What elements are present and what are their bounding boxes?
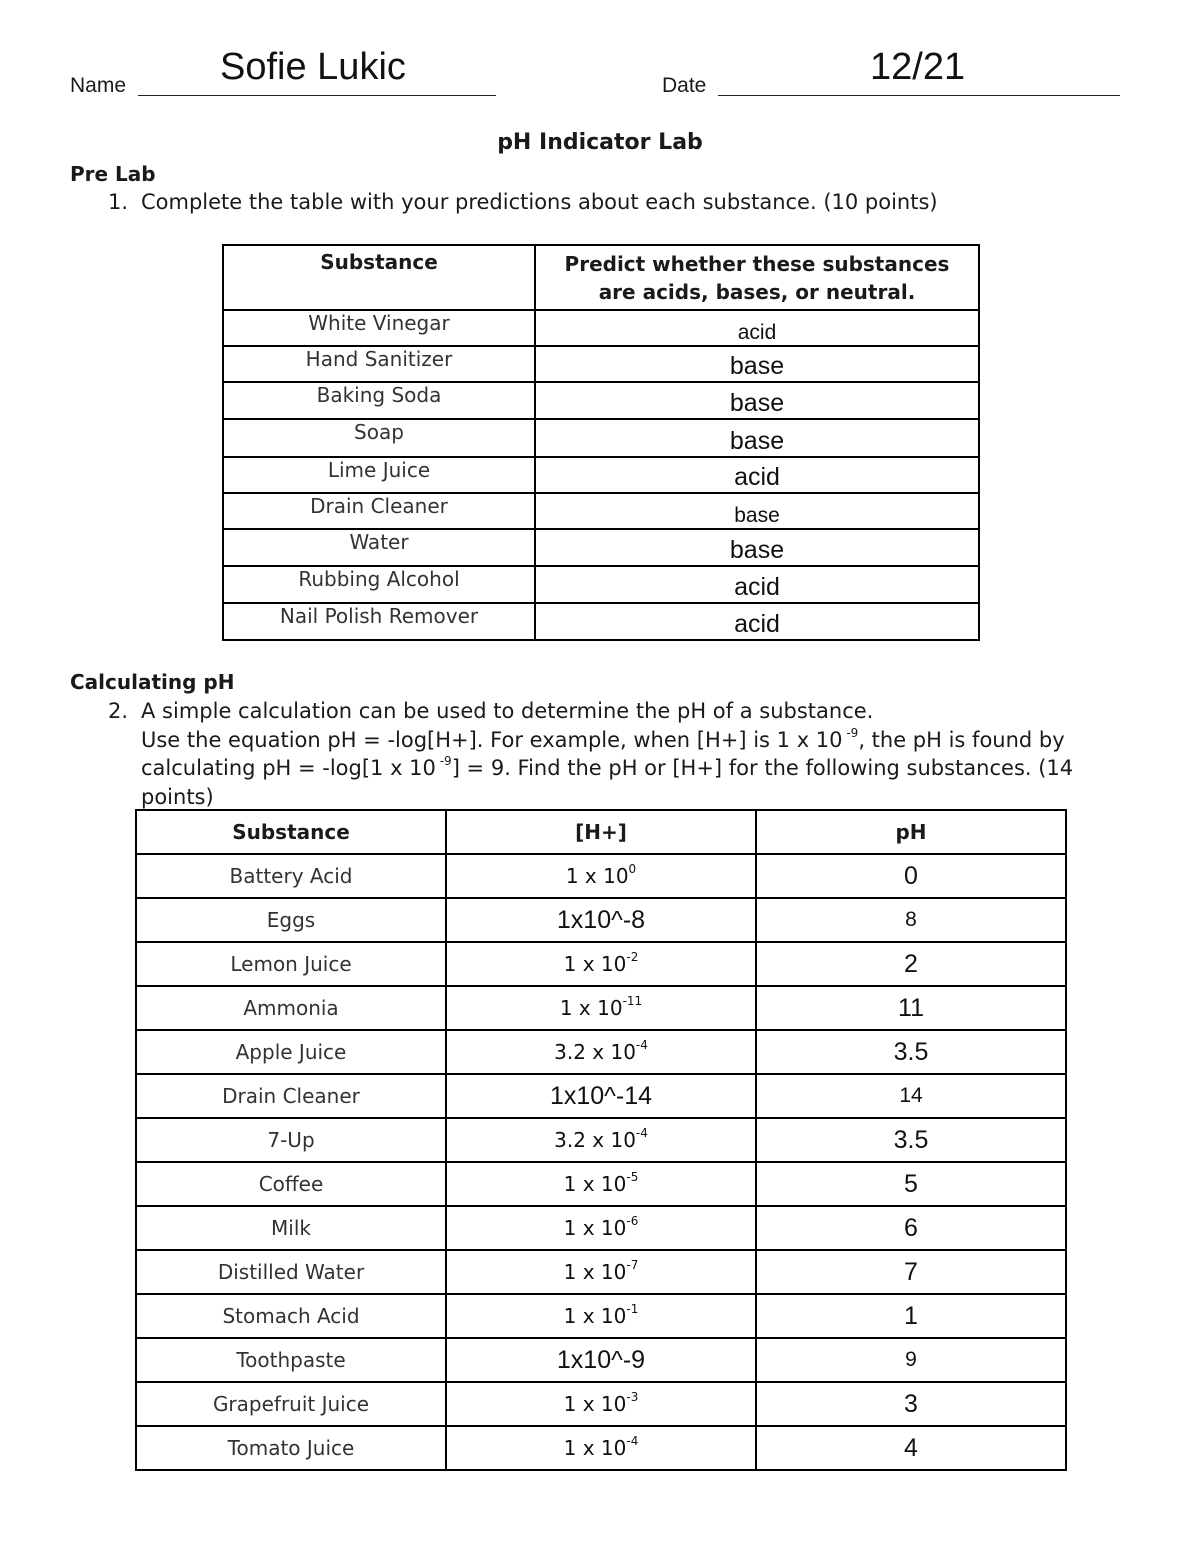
h-base: 3.2 x 10 — [554, 1128, 636, 1152]
h-exponent: -4 — [626, 1434, 639, 1449]
substance-cell: Baking Soda — [223, 382, 535, 419]
h-exponent: -7 — [626, 1258, 639, 1273]
h-concentration-cell[interactable]: 1x10^-14 — [446, 1074, 756, 1118]
h-concentration-cell — [446, 942, 756, 986]
h-base: 3.2 x 10 — [554, 1040, 636, 1064]
calc-instructions — [141, 697, 1141, 811]
substance-cell: Toothpaste — [136, 1338, 446, 1382]
ph-cell[interactable]: 3.5 — [756, 1118, 1066, 1162]
prelab-question: Complete the table with your predictions about each substance. (10 points) — [141, 190, 938, 214]
col-substance-header: Substance — [223, 245, 535, 310]
substance-cell: Tomato Juice — [136, 1426, 446, 1470]
substance-cell: White Vinegar — [223, 310, 535, 346]
calc-line-1: A simple calculation can be used to determine the pH of a substance. — [141, 699, 874, 723]
h-exponent: -6 — [626, 1214, 639, 1229]
h-concentration-cell[interactable]: 1x10^-9 — [446, 1338, 756, 1382]
prediction-cell[interactable]: acid — [535, 457, 979, 493]
substance-cell: Drain Cleaner — [223, 493, 535, 529]
ph-cell[interactable]: 1 — [756, 1294, 1066, 1338]
ph-cell[interactable]: 5 — [756, 1162, 1066, 1206]
ph-cell[interactable]: 14 — [756, 1074, 1066, 1118]
substance-cell: Water — [223, 529, 535, 566]
col-ph-header: pH — [756, 810, 1066, 854]
calc-q-number: 2. — [108, 699, 129, 723]
table-row — [136, 1030, 1066, 1074]
h-exponent: -4 — [635, 1126, 648, 1141]
name-line — [138, 95, 496, 96]
h-exponent: -3 — [626, 1390, 639, 1405]
ph-cell[interactable]: 4 — [756, 1426, 1066, 1470]
table-row — [136, 854, 1066, 898]
prediction-cell[interactable]: acid — [535, 566, 979, 603]
h-base: 1 x 10 — [563, 1216, 627, 1240]
table-row — [223, 382, 979, 419]
substance-cell: Distilled Water — [136, 1250, 446, 1294]
table-row — [136, 1426, 1066, 1470]
h-concentration-cell — [446, 1426, 756, 1470]
ph-cell[interactable]: 7 — [756, 1250, 1066, 1294]
h-concentration-cell — [446, 1250, 756, 1294]
calc-heading: Calculating pH — [70, 670, 235, 694]
prelab-q-number: 1. — [108, 190, 129, 214]
ph-cell[interactable]: 6 — [756, 1206, 1066, 1250]
h-concentration-cell — [446, 1118, 756, 1162]
table-row — [223, 457, 979, 493]
substance-cell: Soap — [223, 419, 535, 457]
substance-cell: 7-Up — [136, 1118, 446, 1162]
table-row — [136, 986, 1066, 1030]
h-base: 1 x 10 — [563, 952, 627, 976]
prediction-cell[interactable]: base — [535, 529, 979, 566]
substance-cell: Apple Juice — [136, 1030, 446, 1074]
substance-cell: Hand Sanitizer — [223, 346, 535, 382]
table-row — [136, 1206, 1066, 1250]
substance-cell: Ammonia — [136, 986, 446, 1030]
ph-cell[interactable]: 3.5 — [756, 1030, 1066, 1074]
col-prediction-header: Predict whether these substances are acids, bases, or neutral. — [535, 245, 979, 310]
h-exponent: -2 — [626, 950, 639, 965]
date-value[interactable]: 12/21 — [870, 46, 966, 88]
substance-cell: Eggs — [136, 898, 446, 942]
substance-cell: Coffee — [136, 1162, 446, 1206]
h-base: 1 x 10 — [563, 1392, 627, 1416]
table-row — [136, 1250, 1066, 1294]
ph-cell[interactable]: 2 — [756, 942, 1066, 986]
h-exponent: -1 — [626, 1302, 639, 1317]
prediction-cell[interactable]: acid — [535, 310, 979, 346]
table-row — [223, 566, 979, 603]
h-concentration-cell — [446, 1162, 756, 1206]
ph-cell[interactable]: 9 — [756, 1338, 1066, 1382]
prediction-table — [222, 244, 980, 641]
table-row — [136, 1382, 1066, 1426]
h-base: 1 x 10 — [563, 1304, 627, 1328]
prediction-cell[interactable]: acid — [535, 603, 979, 640]
h-exponent: -4 — [635, 1038, 648, 1053]
h-exponent: 0 — [628, 862, 637, 877]
h-base: 1 x 10 — [565, 864, 629, 888]
date-line — [718, 95, 1120, 96]
calc-line-3: calculating pH = -log[1 x 10 $^{-9}$] = 9. Find the pH or [H+] for the following substances. (14 points) — [141, 754, 1074, 809]
calc-line-2: Use the equation pH = -log[H+]. For example, when [H+] is 1 x 10 $^{-9}$, the pH is found by — [141, 725, 1065, 752]
substance-cell: Nail Polish Remover — [223, 603, 535, 640]
h-concentration-cell — [446, 986, 756, 1030]
h-base: 1 x 10 — [563, 1172, 627, 1196]
table-row — [136, 942, 1066, 986]
substance-cell: Stomach Acid — [136, 1294, 446, 1338]
h-base: 1 x 10 — [559, 996, 623, 1020]
ph-cell[interactable]: 11 — [756, 986, 1066, 1030]
substance-cell: Battery Acid — [136, 854, 446, 898]
table-row — [223, 529, 979, 566]
substance-cell: Milk — [136, 1206, 446, 1250]
substance-cell: Rubbing Alcohol — [223, 566, 535, 603]
prediction-cell[interactable]: base — [535, 493, 979, 529]
ph-cell[interactable]: 3 — [756, 1382, 1066, 1426]
substance-cell: Drain Cleaner — [136, 1074, 446, 1118]
prediction-cell[interactable]: base — [535, 419, 979, 457]
table-row — [223, 346, 979, 382]
table-row — [223, 310, 979, 346]
prelab-heading: Pre Lab — [70, 162, 156, 186]
name-value[interactable]: Sofie Lukic — [220, 46, 406, 88]
table-row — [136, 1162, 1066, 1206]
ph-cell[interactable]: 0 — [756, 854, 1066, 898]
table-row — [223, 493, 979, 529]
table-row — [223, 419, 979, 457]
table-row — [136, 1118, 1066, 1162]
h-concentration-cell — [446, 854, 756, 898]
ph-table — [135, 809, 1067, 1471]
substance-cell: Grapefruit Juice — [136, 1382, 446, 1426]
h-concentration-cell — [446, 1294, 756, 1338]
prediction-cell[interactable]: base — [535, 382, 979, 419]
date-label: Date — [662, 74, 707, 97]
table-row — [223, 603, 979, 640]
h-base: 1 x 10 — [563, 1260, 627, 1284]
h-base: 1 x 10 — [563, 1436, 627, 1460]
h-concentration-cell — [446, 1382, 756, 1426]
ph-table-header — [136, 810, 1066, 854]
h-exponent: -11 — [622, 994, 643, 1009]
table-row — [136, 1338, 1066, 1382]
h-exponent: -5 — [626, 1170, 639, 1185]
h-concentration-cell — [446, 1206, 756, 1250]
prediction-cell[interactable]: base — [535, 346, 979, 382]
prediction-table-header — [223, 245, 979, 310]
page-title: pH Indicator Lab — [497, 130, 703, 155]
substance-cell: Lime Juice — [223, 457, 535, 493]
col-h-header: [H+] — [446, 810, 756, 854]
h-concentration-cell — [446, 1030, 756, 1074]
table-row — [136, 1074, 1066, 1118]
col-substance-header: Substance — [136, 810, 446, 854]
h-concentration-cell[interactable]: 1x10^-8 — [446, 898, 756, 942]
ph-cell[interactable]: 8 — [756, 898, 1066, 942]
table-row — [136, 1294, 1066, 1338]
name-label: Name — [70, 74, 127, 97]
substance-cell: Lemon Juice — [136, 942, 446, 986]
table-row — [136, 898, 1066, 942]
